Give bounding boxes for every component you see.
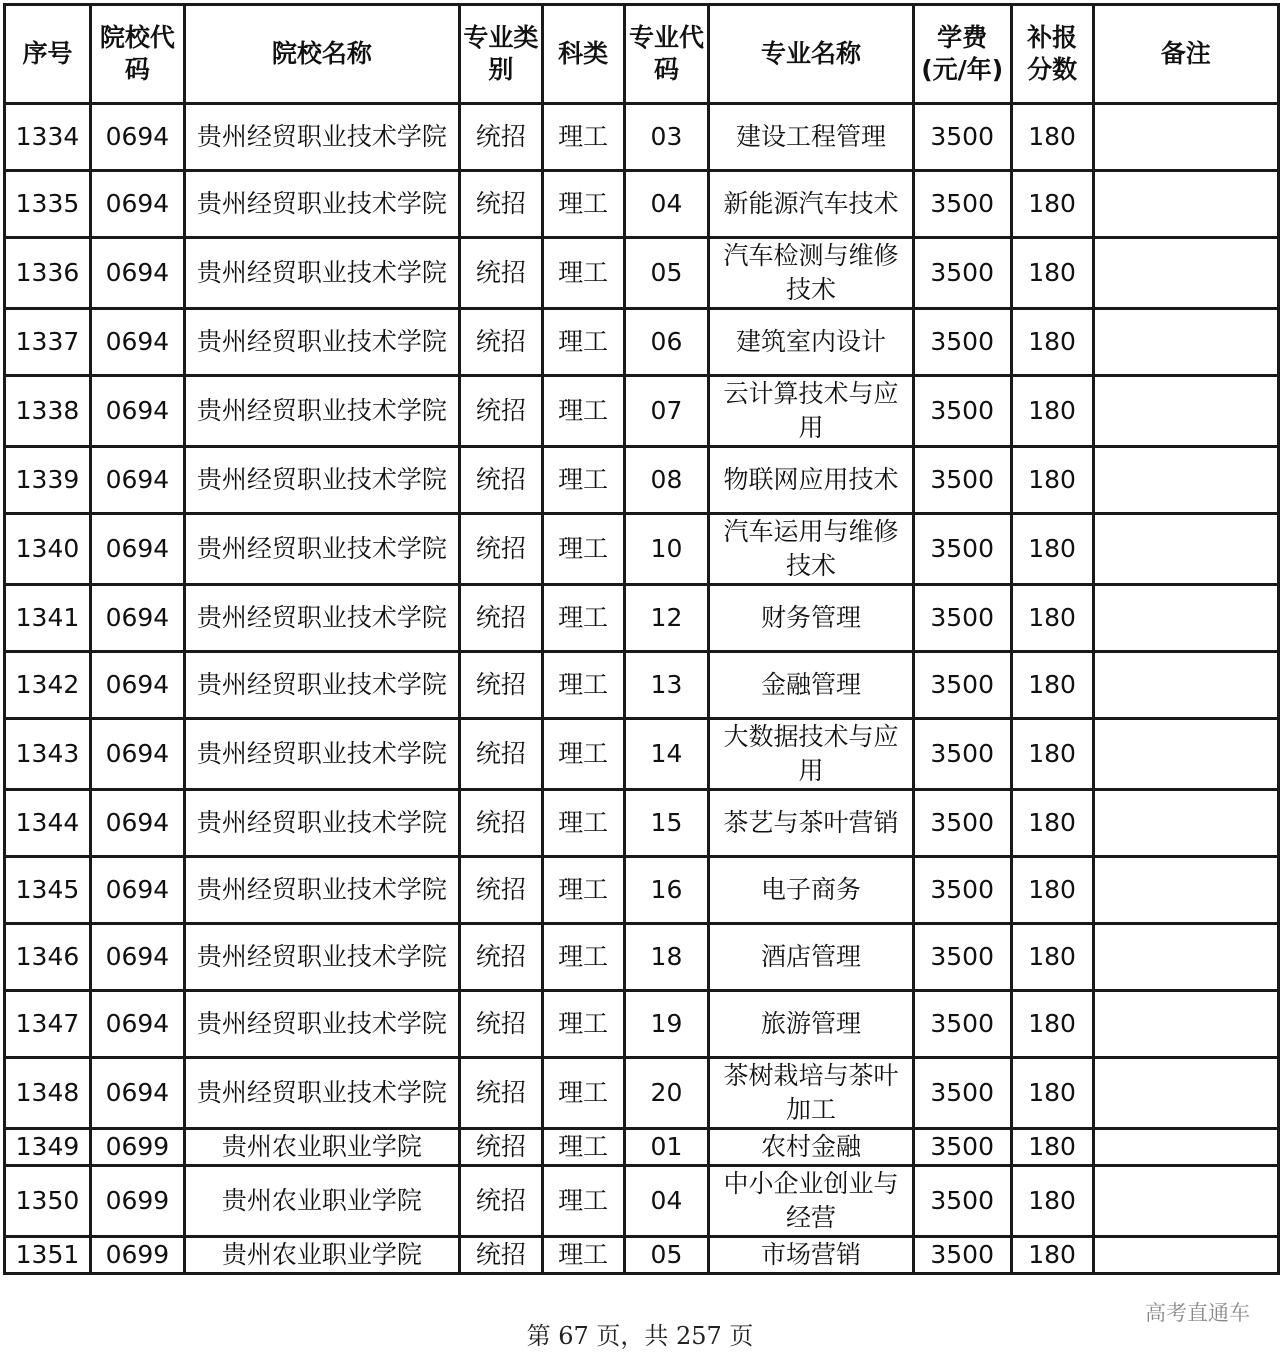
- cell-subject: 理工: [542, 924, 624, 991]
- cell-subject: 理工: [542, 309, 624, 376]
- cell-major-code: 03: [624, 104, 709, 171]
- cell-note: [1093, 171, 1278, 238]
- cell-seq: 1341: [5, 585, 91, 652]
- cell-school-name: 贵州经贸职业技术学院: [184, 309, 459, 376]
- cell-major-code: 06: [624, 309, 709, 376]
- cell-subject: 理工: [542, 652, 624, 719]
- cell-fee: 3500: [913, 514, 1011, 585]
- cell-subject: 理工: [542, 790, 624, 857]
- header-subject: 科类: [542, 5, 624, 104]
- page-footer: 第 67 页，共 257 页: [526, 1322, 754, 1350]
- cell-note: [1093, 238, 1278, 309]
- cell-major-code: 15: [624, 790, 709, 857]
- cell-fee: 3500: [913, 857, 1011, 924]
- cell-seq: 1348: [5, 1058, 91, 1129]
- cell-major-name: 汽车检测与维修技术: [709, 238, 913, 309]
- cell-score: 180: [1011, 309, 1093, 376]
- watermark: 高考直通车: [1145, 1301, 1250, 1325]
- table-row: [5, 790, 1279, 857]
- cell-school-code: 0694: [90, 1058, 184, 1129]
- cell-score: 180: [1011, 514, 1093, 585]
- cell-school-code: 0694: [90, 991, 184, 1058]
- cell-major-code: 04: [624, 1166, 709, 1237]
- cell-seq: 1350: [5, 1166, 91, 1237]
- cell-score: 180: [1011, 1129, 1093, 1166]
- cell-note: [1093, 719, 1278, 790]
- cell-note: [1093, 1129, 1278, 1166]
- cell-note: [1093, 857, 1278, 924]
- cell-fee: 3500: [913, 171, 1011, 238]
- cell-major-name: 新能源汽车技术: [709, 171, 913, 238]
- cell-category: 统招: [459, 924, 542, 991]
- cell-school-name: 贵州经贸职业技术学院: [184, 104, 459, 171]
- cell-score: 180: [1011, 238, 1093, 309]
- cell-major-name: 建设工程管理: [709, 104, 913, 171]
- cell-category: 统招: [459, 1237, 542, 1274]
- cell-school-name: 贵州农业职业学院: [184, 1129, 459, 1166]
- cell-score: 180: [1011, 1058, 1093, 1129]
- cell-note: [1093, 790, 1278, 857]
- cell-score: 180: [1011, 719, 1093, 790]
- cell-seq: 1351: [5, 1237, 91, 1274]
- cell-seq: 1342: [5, 652, 91, 719]
- cell-major-code: 20: [624, 1058, 709, 1129]
- cell-subject: 理工: [542, 857, 624, 924]
- cell-note: [1093, 585, 1278, 652]
- cell-note: [1093, 1237, 1278, 1274]
- cell-fee: 3500: [913, 790, 1011, 857]
- cell-score: 180: [1011, 1166, 1093, 1237]
- cell-note: [1093, 1058, 1278, 1129]
- cell-category: 统招: [459, 238, 542, 309]
- cell-seq: 1344: [5, 790, 91, 857]
- cell-subject: 理工: [542, 1166, 624, 1237]
- cell-major-code: 04: [624, 171, 709, 238]
- cell-fee: 3500: [913, 309, 1011, 376]
- cell-major-code: 14: [624, 719, 709, 790]
- cell-major-name: 中小企业创业与经营: [709, 1166, 913, 1237]
- cell-school-code: 0694: [90, 514, 184, 585]
- table-row: [5, 514, 1279, 585]
- cell-note: [1093, 104, 1278, 171]
- cell-school-code: 0694: [90, 719, 184, 790]
- cell-seq: 1337: [5, 309, 91, 376]
- cell-major-name: 茶树栽培与茶叶加工: [709, 1058, 913, 1129]
- table-row: [5, 857, 1279, 924]
- table-row: [5, 376, 1279, 447]
- cell-major-name: 大数据技术与应用: [709, 719, 913, 790]
- cell-school-code: 0694: [90, 447, 184, 514]
- cell-category: 统招: [459, 719, 542, 790]
- cell-category: 统招: [459, 857, 542, 924]
- cell-category: 统招: [459, 585, 542, 652]
- cell-score: 180: [1011, 991, 1093, 1058]
- cell-seq: 1338: [5, 376, 91, 447]
- cell-school-code: 0694: [90, 104, 184, 171]
- cell-fee: 3500: [913, 585, 1011, 652]
- cell-note: [1093, 376, 1278, 447]
- header-school-name: 院校名称: [184, 5, 459, 104]
- cell-major-code: 12: [624, 585, 709, 652]
- cell-score: 180: [1011, 171, 1093, 238]
- header-major-name: 专业名称: [709, 5, 913, 104]
- cell-score: 180: [1011, 790, 1093, 857]
- cell-school-name: 贵州经贸职业技术学院: [184, 171, 459, 238]
- cell-school-code: 0694: [90, 376, 184, 447]
- cell-score: 180: [1011, 1237, 1093, 1274]
- table-row: [5, 238, 1279, 309]
- cell-fee: 3500: [913, 991, 1011, 1058]
- header-major-code: 专业代码: [624, 5, 709, 104]
- cell-note: [1093, 652, 1278, 719]
- cell-note: [1093, 924, 1278, 991]
- cell-seq: 1343: [5, 719, 91, 790]
- cell-subject: 理工: [542, 1237, 624, 1274]
- header-row: [5, 5, 1279, 104]
- cell-school-name: 贵州经贸职业技术学院: [184, 585, 459, 652]
- cell-major-code: 07: [624, 376, 709, 447]
- table-row: [5, 1237, 1279, 1274]
- table-row: [5, 1166, 1279, 1237]
- cell-major-code: 08: [624, 447, 709, 514]
- cell-score: 180: [1011, 857, 1093, 924]
- cell-school-name: 贵州经贸职业技术学院: [184, 790, 459, 857]
- header-school-code: 院校代码: [90, 5, 184, 104]
- cell-category: 统招: [459, 652, 542, 719]
- cell-school-code: 0694: [90, 924, 184, 991]
- admission-table: [3, 3, 1280, 1275]
- cell-seq: 1336: [5, 238, 91, 309]
- cell-subject: 理工: [542, 447, 624, 514]
- table-row: [5, 991, 1279, 1058]
- cell-school-name: 贵州经贸职业技术学院: [184, 719, 459, 790]
- cell-school-code: 0699: [90, 1129, 184, 1166]
- cell-school-code: 0699: [90, 1166, 184, 1237]
- header-seq: 序号: [5, 5, 91, 104]
- cell-category: 统招: [459, 991, 542, 1058]
- cell-school-name: 贵州经贸职业技术学院: [184, 857, 459, 924]
- cell-category: 统招: [459, 309, 542, 376]
- cell-major-name: 市场营销: [709, 1237, 913, 1274]
- cell-major-code: 05: [624, 238, 709, 309]
- cell-seq: 1334: [5, 104, 91, 171]
- cell-fee: 3500: [913, 238, 1011, 309]
- cell-seq: 1345: [5, 857, 91, 924]
- cell-score: 180: [1011, 376, 1093, 447]
- cell-subject: 理工: [542, 376, 624, 447]
- header-note: 备注: [1093, 5, 1278, 104]
- cell-subject: 理工: [542, 585, 624, 652]
- cell-seq: 1346: [5, 924, 91, 991]
- cell-fee: 3500: [913, 1058, 1011, 1129]
- cell-school-name: 贵州经贸职业技术学院: [184, 652, 459, 719]
- cell-seq: 1340: [5, 514, 91, 585]
- cell-category: 统招: [459, 514, 542, 585]
- cell-fee: 3500: [913, 1237, 1011, 1274]
- cell-subject: 理工: [542, 1058, 624, 1129]
- cell-subject: 理工: [542, 104, 624, 171]
- cell-fee: 3500: [913, 447, 1011, 514]
- header-fee: 学费(元/年): [913, 5, 1011, 104]
- cell-seq: 1347: [5, 991, 91, 1058]
- cell-note: [1093, 514, 1278, 585]
- cell-school-code: 0694: [90, 309, 184, 376]
- cell-major-code: 10: [624, 514, 709, 585]
- cell-category: 统招: [459, 171, 542, 238]
- cell-major-name: 农村金融: [709, 1129, 913, 1166]
- cell-subject: 理工: [542, 991, 624, 1058]
- cell-major-name: 电子商务: [709, 857, 913, 924]
- cell-major-name: 财务管理: [709, 585, 913, 652]
- cell-seq: 1339: [5, 447, 91, 514]
- cell-major-name: 汽车运用与维修技术: [709, 514, 913, 585]
- cell-category: 统招: [459, 447, 542, 514]
- cell-school-name: 贵州经贸职业技术学院: [184, 1058, 459, 1129]
- cell-category: 统招: [459, 376, 542, 447]
- table-row: [5, 1129, 1279, 1166]
- cell-fee: 3500: [913, 376, 1011, 447]
- cell-fee: 3500: [913, 652, 1011, 719]
- cell-score: 180: [1011, 924, 1093, 991]
- header-category: 专业类别: [459, 5, 542, 104]
- cell-school-code: 0694: [90, 652, 184, 719]
- cell-major-code: 05: [624, 1237, 709, 1274]
- cell-score: 180: [1011, 447, 1093, 514]
- cell-school-code: 0699: [90, 1237, 184, 1274]
- table-row: [5, 104, 1279, 171]
- cell-subject: 理工: [542, 514, 624, 585]
- cell-fee: 3500: [913, 104, 1011, 171]
- cell-note: [1093, 309, 1278, 376]
- cell-score: 180: [1011, 585, 1093, 652]
- cell-school-name: 贵州农业职业学院: [184, 1237, 459, 1274]
- cell-school-code: 0694: [90, 857, 184, 924]
- cell-school-code: 0694: [90, 585, 184, 652]
- cell-fee: 3500: [913, 1166, 1011, 1237]
- table-row: [5, 171, 1279, 238]
- cell-score: 180: [1011, 104, 1093, 171]
- cell-category: 统招: [459, 104, 542, 171]
- cell-school-code: 0694: [90, 790, 184, 857]
- cell-fee: 3500: [913, 924, 1011, 991]
- cell-subject: 理工: [542, 719, 624, 790]
- cell-score: 180: [1011, 652, 1093, 719]
- cell-major-code: 01: [624, 1129, 709, 1166]
- cell-school-name: 贵州经贸职业技术学院: [184, 447, 459, 514]
- cell-seq: 1349: [5, 1129, 91, 1166]
- cell-school-name: 贵州经贸职业技术学院: [184, 376, 459, 447]
- cell-category: 统招: [459, 1166, 542, 1237]
- cell-seq: 1335: [5, 171, 91, 238]
- cell-major-code: 18: [624, 924, 709, 991]
- cell-category: 统招: [459, 1129, 542, 1166]
- cell-school-code: 0694: [90, 171, 184, 238]
- cell-school-name: 贵州经贸职业技术学院: [184, 238, 459, 309]
- table-row: [5, 1058, 1279, 1129]
- header-score: 补报分数: [1011, 5, 1093, 104]
- cell-subject: 理工: [542, 238, 624, 309]
- cell-category: 统招: [459, 1058, 542, 1129]
- cell-major-name: 物联网应用技术: [709, 447, 913, 514]
- cell-fee: 3500: [913, 1129, 1011, 1166]
- table-row: [5, 309, 1279, 376]
- table-row: [5, 719, 1279, 790]
- cell-subject: 理工: [542, 1129, 624, 1166]
- table-row: [5, 652, 1279, 719]
- cell-major-name: 茶艺与茶叶营销: [709, 790, 913, 857]
- cell-major-code: 16: [624, 857, 709, 924]
- cell-note: [1093, 1166, 1278, 1237]
- cell-major-name: 酒店管理: [709, 924, 913, 991]
- cell-school-name: 贵州经贸职业技术学院: [184, 924, 459, 991]
- table-row: [5, 447, 1279, 514]
- cell-major-code: 19: [624, 991, 709, 1058]
- cell-major-code: 13: [624, 652, 709, 719]
- cell-fee: 3500: [913, 719, 1011, 790]
- table-row: [5, 585, 1279, 652]
- table-row: [5, 924, 1279, 991]
- cell-note: [1093, 991, 1278, 1058]
- cell-category: 统招: [459, 790, 542, 857]
- cell-school-code: 0694: [90, 238, 184, 309]
- cell-subject: 理工: [542, 171, 624, 238]
- cell-major-name: 云计算技术与应用: [709, 376, 913, 447]
- cell-school-name: 贵州经贸职业技术学院: [184, 514, 459, 585]
- cell-major-name: 金融管理: [709, 652, 913, 719]
- cell-school-name: 贵州农业职业学院: [184, 1166, 459, 1237]
- cell-note: [1093, 447, 1278, 514]
- cell-major-name: 旅游管理: [709, 991, 913, 1058]
- cell-major-name: 建筑室内设计: [709, 309, 913, 376]
- cell-school-name: 贵州经贸职业技术学院: [184, 991, 459, 1058]
